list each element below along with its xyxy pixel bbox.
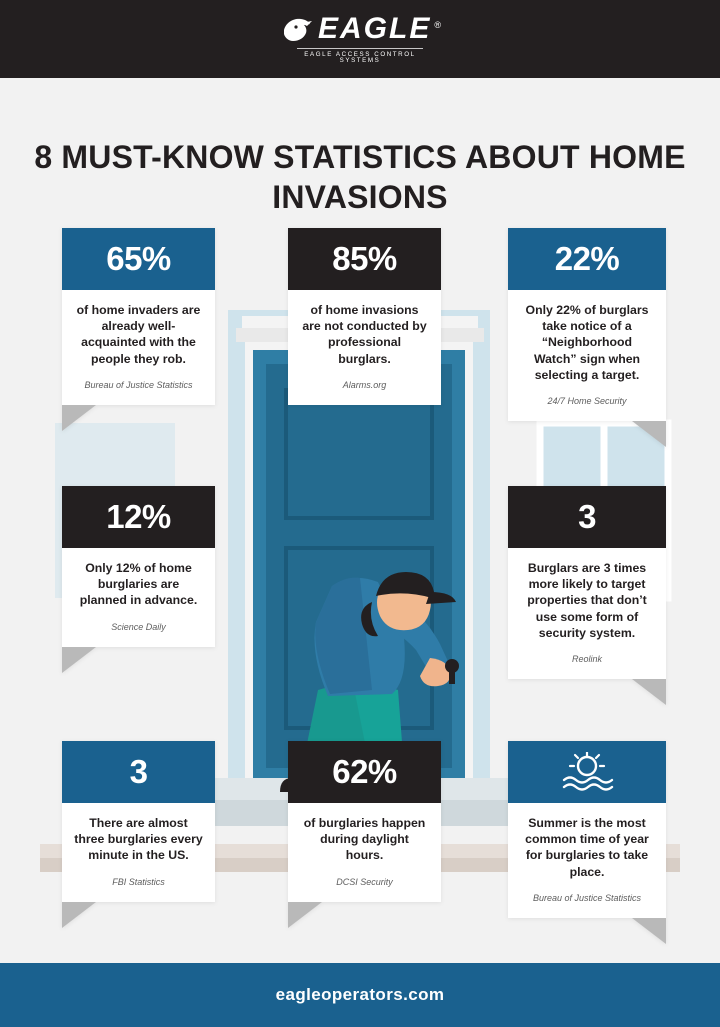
- stat-source: Science Daily: [111, 621, 166, 632]
- stat-value: 62%: [288, 741, 441, 803]
- card-tail: [62, 647, 96, 673]
- stat-value: 3: [508, 486, 666, 548]
- stat-source: 24/7 Home Security: [547, 396, 627, 407]
- card-tail: [632, 918, 666, 944]
- stat-card-22: [508, 228, 666, 447]
- stat-source: Bureau of Justice Statistics: [84, 379, 193, 390]
- stat-value: 65%: [62, 228, 215, 290]
- logo-wordmark: EAGLE: [318, 11, 432, 45]
- stat-card-85: [288, 228, 441, 405]
- stat-description: of home invasions are not conducted by professional burglars.: [302, 303, 427, 366]
- sun-icon: [508, 741, 666, 803]
- page-footer: [0, 963, 720, 1027]
- stat-card-62: [288, 741, 441, 928]
- stat-source: DCSI Security: [336, 876, 393, 887]
- stat-description: Summer is the most common time of year for burglaries to take place.: [525, 816, 649, 879]
- website-link[interactable]: eagleoperators.com: [275, 985, 445, 1004]
- stat-card-65: [62, 228, 215, 431]
- logo-registered-mark: ®: [434, 19, 441, 30]
- card-tail: [288, 902, 322, 928]
- infographic-body: [0, 78, 720, 963]
- stat-source: Bureau of Justice Statistics: [532, 892, 642, 903]
- stat-value: 3: [62, 741, 215, 803]
- page-header: [0, 0, 720, 78]
- page-title: 8 MUST-KNOW STATISTICS ABOUT HOME INVASIONS: [34, 139, 686, 216]
- stat-value: 12%: [62, 486, 215, 548]
- stat-description: Burglars are 3 times more likely to target properties that don’t use some form of security system.: [527, 561, 647, 640]
- eagle-head-icon: [280, 16, 314, 46]
- stat-value: 85%: [288, 228, 441, 290]
- stat-description: of burglaries happen during daylight hours.: [303, 816, 426, 863]
- stat-card-3-times: [508, 486, 666, 705]
- stat-description: Only 12% of home burglaries are planned in advance.: [79, 561, 198, 608]
- stat-description: of home invaders are already well-acquainted with the people they rob.: [76, 303, 201, 366]
- logo-tagline: EAGLE ACCESS CONTROL SYSTEMS: [297, 48, 423, 64]
- card-tail: [632, 421, 666, 447]
- brand-logo: [280, 11, 441, 64]
- stat-description: Only 22% of burglars take notice of a “Neighborhood Watch” sign when selecting a target.: [525, 303, 649, 382]
- stat-description: There are almost three burglaries every minute in the US.: [74, 816, 203, 863]
- stat-card-summer: [508, 741, 666, 944]
- stat-source: FBI Statistics: [112, 876, 165, 887]
- card-tail: [62, 405, 96, 431]
- stat-source: Alarms.org: [342, 379, 387, 390]
- card-tail: [632, 679, 666, 705]
- card-tail: [62, 902, 96, 928]
- stat-value: 22%: [508, 228, 666, 290]
- stat-card-3-per-minute: [62, 741, 215, 928]
- stat-card-12: [62, 486, 215, 673]
- stat-source: Reolink: [571, 654, 602, 665]
